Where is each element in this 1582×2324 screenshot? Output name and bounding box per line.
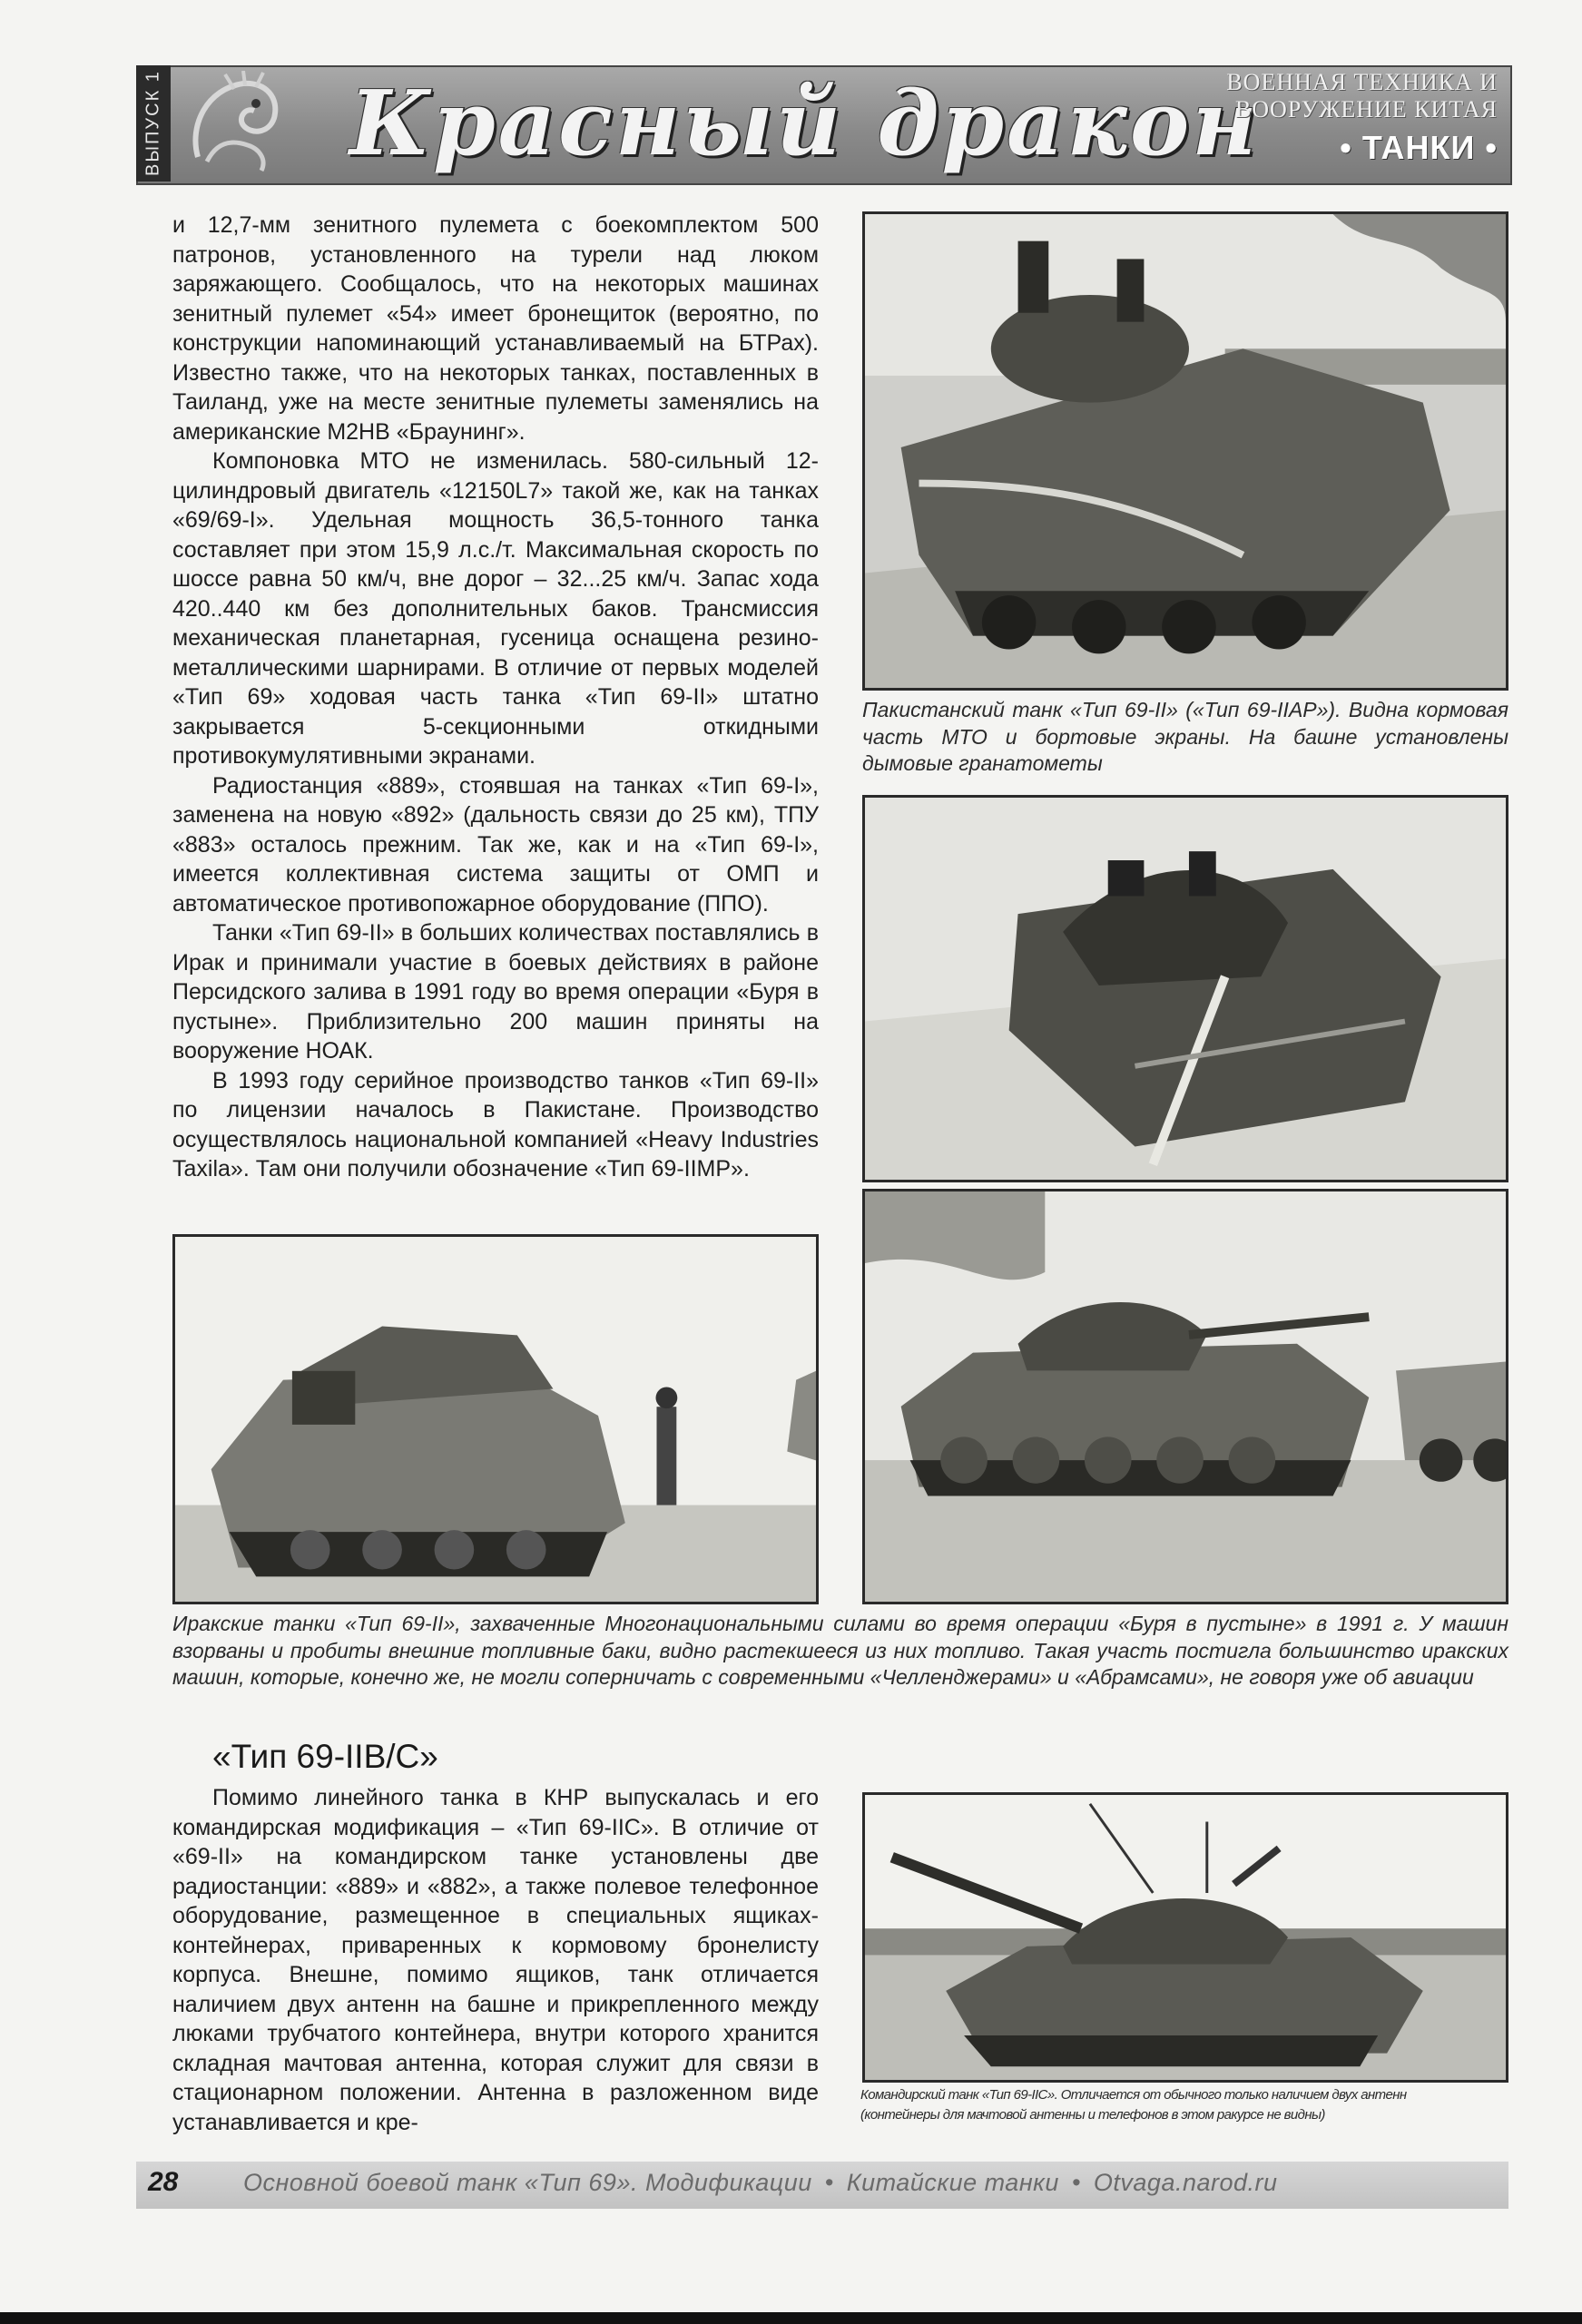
photo-iraqi-tank-2 bbox=[862, 1189, 1508, 1604]
caption-line-2: (контейнеры для мачтовой антенны и телефонов в этом ракурсе не видны) bbox=[860, 2107, 1325, 2123]
paragraph: Танки «Тип 69-II» в больших количествах поставлялись в Ирак и принимали участие в боевых действиях в районе Персидского залива в 1991 году во время операции «Буря в пустыне». Приблизительно 200 машин приняты на вооружение НОАК. bbox=[172, 920, 819, 1064]
section-heading: «Тип 69-IIB/C» bbox=[212, 1738, 438, 1775]
footer-series: Китайские танки bbox=[846, 2169, 1059, 2196]
footer-website: Otvaga.narod.ru bbox=[1093, 2169, 1278, 2196]
paragraph: Радиостанция «889», стоявшая на танках «Тип 69-I», заменена на новую «892» (дальность связи до 25 км), ТПУ «883» осталось прежним. Так же, как и на «Тип 69-I», имеется коллективная система защиты от ОМП и автоматическое противопожарное оборудование (ППО). bbox=[172, 772, 819, 917]
photo-caption-wide: Иракские танки «Тип 69-II», захваченные Многонациональными силами во время операции «Буря в пустыне» в 1991 г. У машин взорваны и пробиты внешние топливные баки, видно растекшееся из них топливо. Такая участь постигла большинство иракских машин, которые, конечно же, не могли соперничать с современными «Челленджерами» и «Абрамсами», не говоря уже об авиации bbox=[172, 1612, 1508, 1689]
footer-text bbox=[243, 2169, 1278, 2197]
photo-tank-desert bbox=[862, 795, 1508, 1182]
footer-separator: • bbox=[1071, 2169, 1081, 2196]
scan-edge bbox=[0, 2312, 1582, 2324]
dragon-logo-icon bbox=[180, 71, 289, 178]
article-left-column bbox=[172, 211, 819, 1184]
section-body bbox=[172, 1783, 819, 2137]
footer-separator: • bbox=[824, 2169, 834, 2196]
series-line-1: ВОЕННАЯ ТЕХНИКА И bbox=[1226, 69, 1498, 95]
page-number: 28 bbox=[148, 2167, 179, 2197]
footer-publication: Основной боевой танк «Тип 69». Модификации bbox=[243, 2169, 812, 2196]
photo-caption: Пакистанский танк «Тип 69-II» («Тип 69-IIAP»). Видна кормовая часть МТО и бортовые экраны. На башне установлены дымовые гранатометы bbox=[862, 698, 1508, 775]
caption-line-1: Командирский танк «Тип 69-IIC». Отличается от обычного только наличием двух антенн bbox=[860, 2087, 1407, 2103]
volume-tab: ВЫПУСК 1 bbox=[136, 65, 171, 181]
photo-iraqi-tank-1 bbox=[172, 1234, 819, 1604]
paragraph: Компоновка МТО не изменилась. 580-сильный 12-цилиндровый двигатель «12150L7» такой же, как на танках «69/69-I». Удельная мощность 36,5-тонного танка составляет при этом 15,9 л.с./т. Максимальная скорость по шоссе равна 50 км/ч, вне дорог – 32...25 км/ч. Запас хода 420..440 км без дополнительных баков. Трансмиссия механическая планетарная, гусеница оснащена резино-металлическими шарнирами. В отличие от первых моделей «Тип 69» ходовая часть танка «Тип 69-II» штатно закрывается 5-секционными откидными противокумулятивными экранами. bbox=[172, 448, 819, 769]
series-topic: • ТАНКИ • bbox=[1340, 129, 1498, 166]
paragraph: В 1993 году серийное производство танков «Тип 69-II» по лицензии началось в Пакистане. Производство осуществлялось национальной компанией «Heavy Industries Taxila». Там они получили обозначение «Тип 69-IIMP». bbox=[172, 1067, 819, 1182]
photo-commander-tank bbox=[862, 1792, 1508, 2083]
paragraph: Помимо линейного танка в КНР выпускалась и его командирская модификация – «Тип 69-IIC». В отличие от «69-II» на командирском танке установлены две радиостанции: «889» и «882», а также полевое телефонное оборудование, размещенное в специальных ящиках-контейнерах, приваренных к кормовому бронелисту корпуса. Внешне, помимо ящиков, танк отличается наличием двух антенн на башне и прикрепленного между люками трубчатого контейнера, внутри которого хранится складная мачтовая антенна, которая служит для связи в стационарном положении. Антенна в разложенном виде устанавливается и кре- bbox=[172, 1785, 819, 2135]
photo-caption-small bbox=[860, 2085, 1510, 2125]
magazine-title: Красный дракон bbox=[349, 72, 1260, 176]
paragraph: и 12,7-мм зенитного пулемета с боекомплектом 500 патронов, установленного на турели над люком заряжающего. Сообщалось, что на некоторых машинах зенитный пулемет «54» имеет бронещиток (вероятно, по конструкции напоминающий устанавливаемый на БТРах). Известно также, что на некоторых танках, поставленных в Таиланд, уже на месте зенитные пулеметы заменялись на американские M2HB «Браунинг». bbox=[172, 212, 819, 445]
photo-pakistani-tank bbox=[862, 211, 1508, 691]
series-line-2: ВООРУЖЕНИЕ КИТАЯ bbox=[1234, 96, 1498, 123]
